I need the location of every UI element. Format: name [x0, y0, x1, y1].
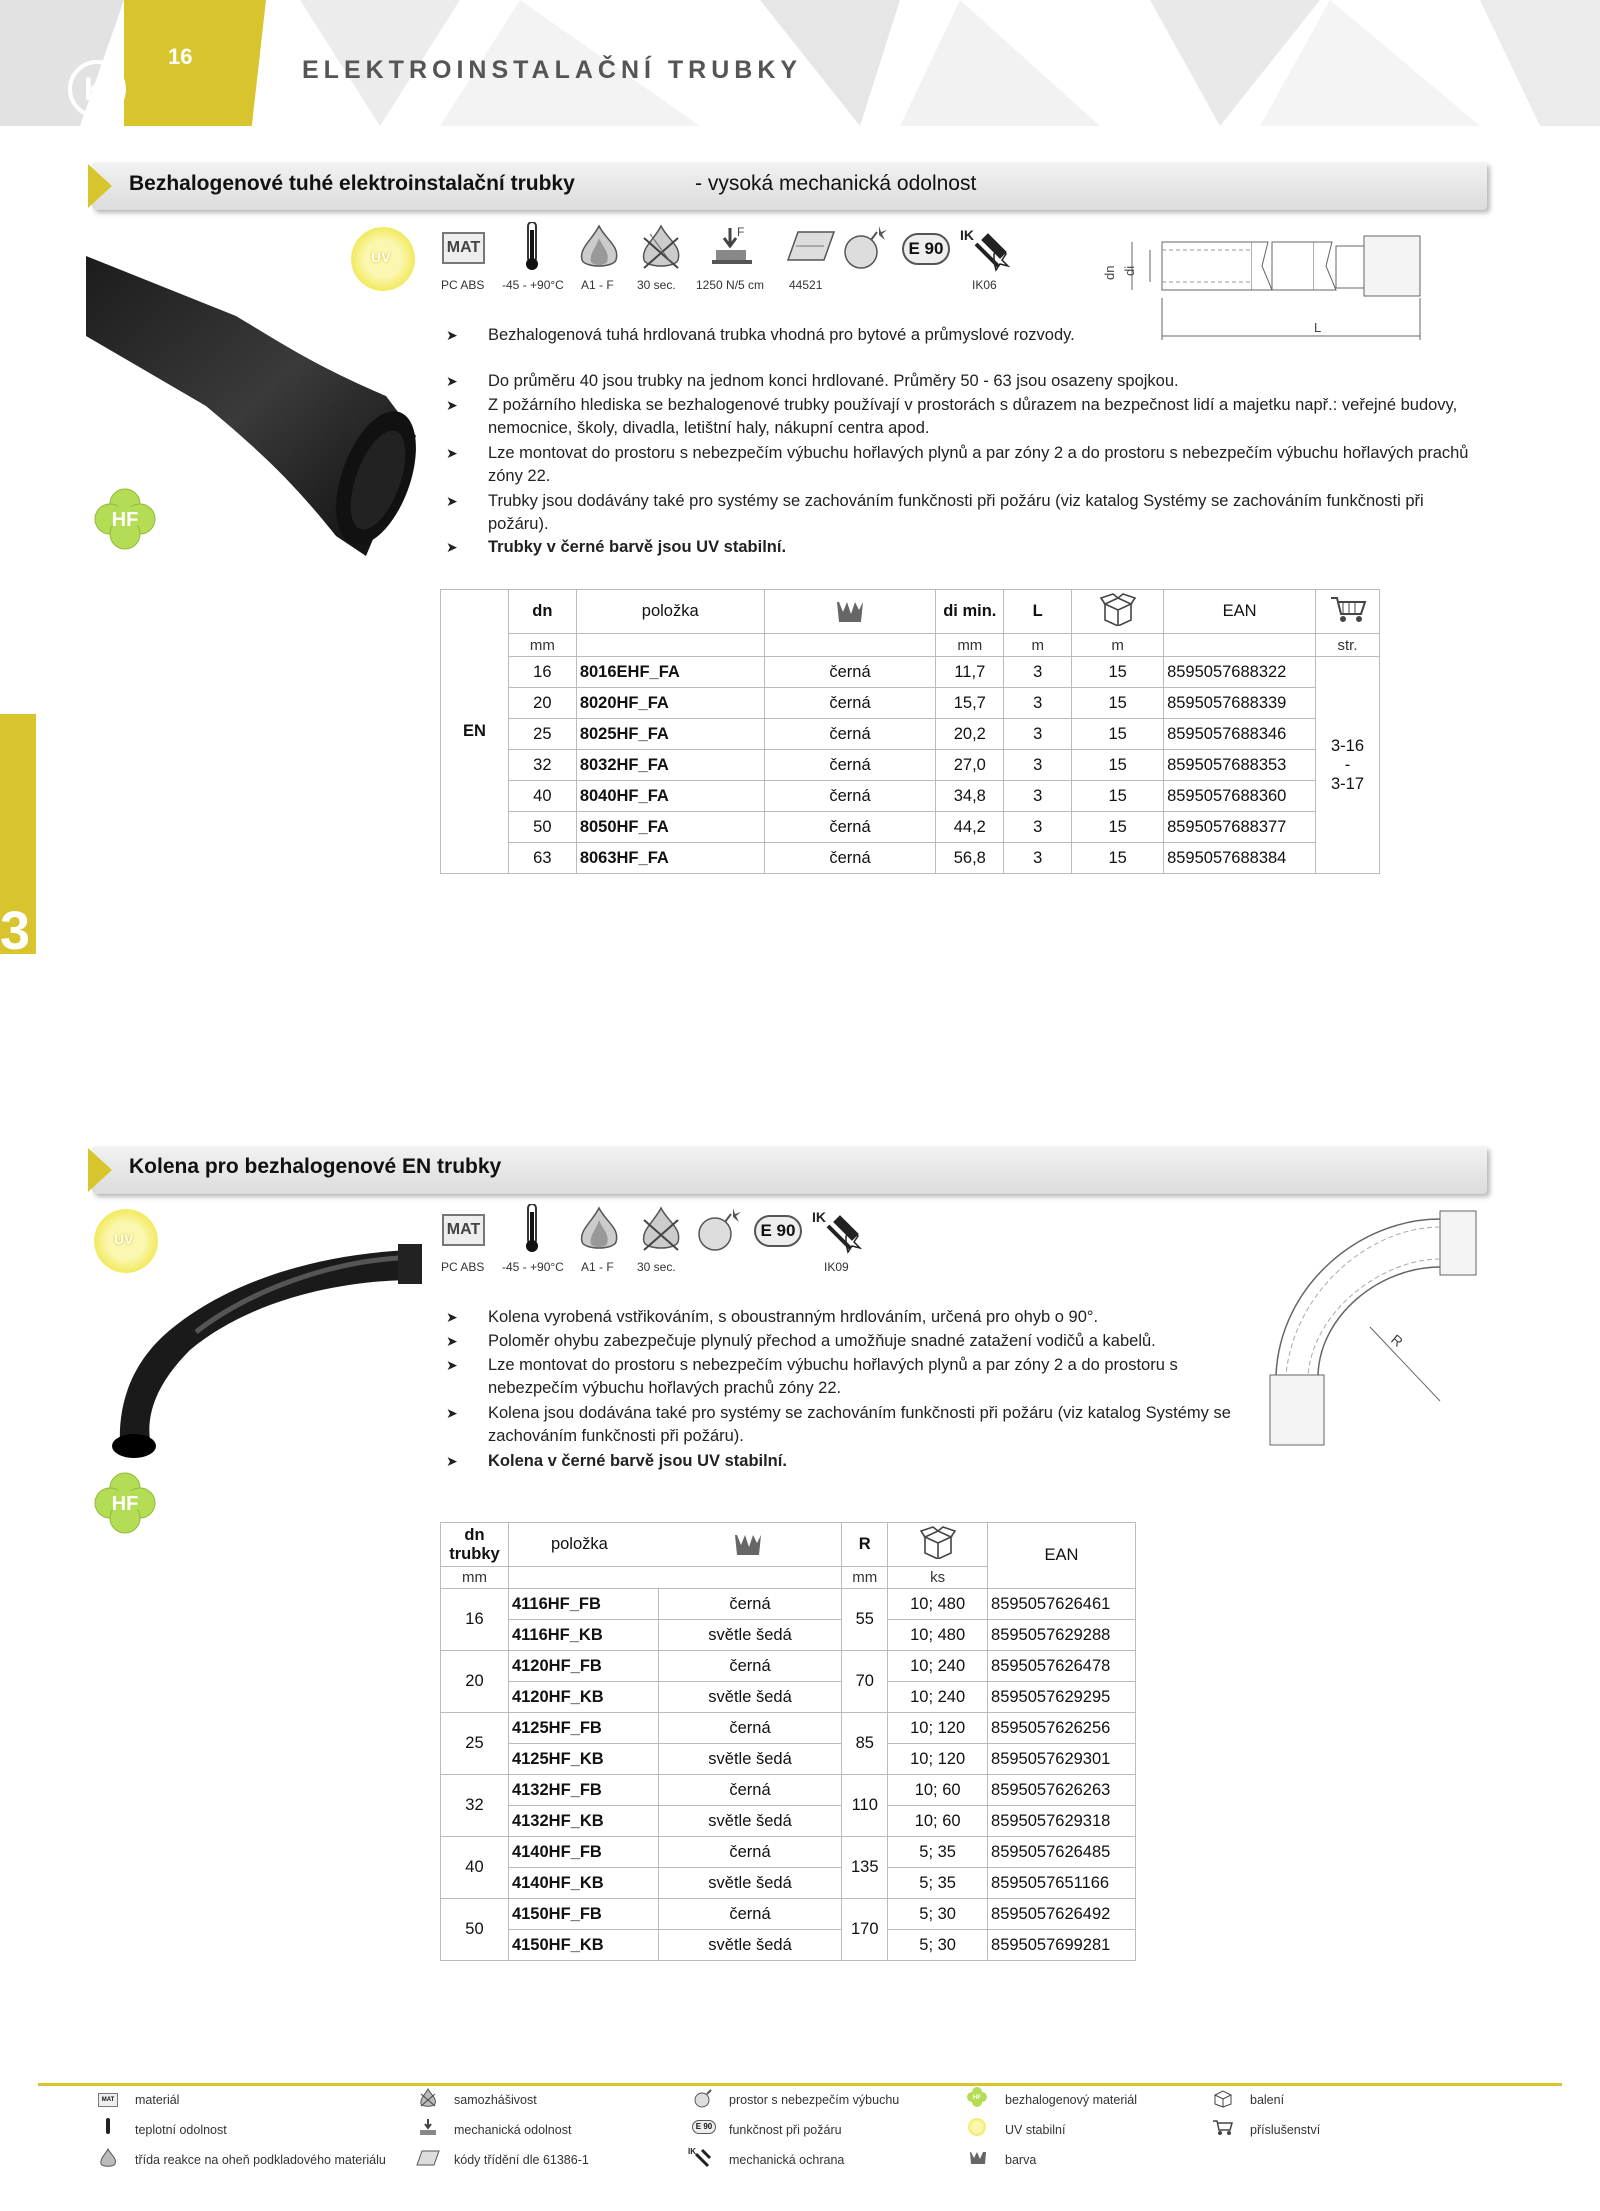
- page-number: 16: [168, 44, 193, 69]
- header-ean-2: EAN: [988, 1523, 1136, 1589]
- section1-title: Bezhalogenové tuhé elektroinstalační trubky: [129, 172, 575, 195]
- table-row: 25 8025HF_FA černá 20,2 3 15 8595057688346: [441, 719, 1380, 750]
- section2-title: Kolena pro bezhalogenové EN trubky: [129, 1155, 502, 1178]
- unit-pack-2: ks: [888, 1567, 988, 1589]
- svg-text:IK: IK: [688, 2147, 696, 2156]
- section1-bullet-2: ➤ Do průměru 40 jsou trubky na jednom konci hrdlované. Průměry 50 - 63 jsou osazeny spojkou.: [446, 372, 1179, 390]
- bend-elbow-image: [110, 1240, 430, 1470]
- section2-bullet-4: ➤ Kolena jsou dodávána také pro systémy se zachováním funkčnosti při požáru (viz katalog Systémy se zachováním funkčnosti při požáru).: [446, 1404, 1231, 1445]
- svg-text:L: L: [1314, 320, 1322, 335]
- legend-fire-function: funkčnost při požáru: [729, 2123, 842, 2137]
- ik-value-2: IK09: [824, 1260, 849, 1274]
- explosion-hazard-icon-2: [695, 1204, 741, 1252]
- classification-code-icon: [786, 230, 836, 264]
- svg-text:R: R: [1388, 1331, 1407, 1350]
- page-number-tab: [124, 0, 266, 126]
- section2-bullet-5: ➤ Kolena v černé barvě jsou UV stabilní.: [446, 1452, 787, 1470]
- table-row: 16 8016EHF_FA černá 11,7 3 15 8595057688322 3-16 - 3-17: [441, 657, 1380, 688]
- row-group-label: EN: [441, 590, 509, 874]
- table-row: 40 8040HF_FA černá 34,8 3 15 8595057688360: [441, 781, 1380, 812]
- box-package-icon: [1099, 592, 1137, 626]
- ik-value: IK06: [972, 278, 997, 292]
- table-row: 4120HF_KB světle šedá 10; 240 8595057629295: [441, 1682, 1136, 1713]
- table-row: 50 4150HF_FB černá 170 5; 30 8595057626492: [441, 1899, 1136, 1930]
- legend-classification-icon: [416, 2150, 440, 2166]
- legend-self-extinguishing: samozhášivost: [454, 2093, 537, 2107]
- reaction-class-value-2: A1 - F: [581, 1260, 614, 1274]
- section2-bullet-3: ➤ Lze montovat do prostoru s nebezpečím výbuchu hořlavých plynů a par zóny 2 a do prostoru s nebezpečím výbuchu hořlavých prachů zóny 22.: [446, 1356, 1178, 1397]
- section2-bullet-2: ➤ Poloměr ohybu zabezpečuje plynulý přechod a umožňuje snadné zatažení vodičů a kabelů.: [446, 1332, 1156, 1350]
- header-color-icon: [764, 590, 936, 634]
- svg-text:IK: IK: [812, 1209, 826, 1225]
- table-row: 32 4132HF_FB černá 110 10; 60 8595057626263: [441, 1775, 1136, 1806]
- header-item-2: položka: [508, 1523, 841, 1567]
- legend-explosion-icon: [693, 2088, 713, 2108]
- table-row: 50 8050HF_FA černá 44,2 3 15 8595057688377: [441, 812, 1380, 843]
- material-value-2: PC ABS: [441, 1260, 485, 1274]
- legend-self-extinguishing-icon: [418, 2088, 438, 2108]
- self-extinguishing-value-2: 30 sec.: [637, 1260, 676, 1274]
- table-row: 4140HF_KB světle šedá 5; 35 8595057651166: [441, 1868, 1136, 1899]
- table-row: 20 4120HF_FB černá 70 10; 240 8595057626478: [441, 1651, 1136, 1682]
- legend-explosion-hazard: prostor s nebezpečím výbuchu: [729, 2093, 900, 2107]
- legend-mechanical-resistance: mechanická odolnost: [454, 2123, 572, 2137]
- mechanical-protection-ik-icon-2: [812, 1208, 862, 1254]
- self-extinguishing-icon-2: [638, 1206, 684, 1252]
- legend-material-icon: MAT: [98, 2093, 118, 2107]
- reaction-class-value: A1 - F: [581, 278, 614, 292]
- company-logo: [68, 60, 126, 118]
- mechanical-protection-ik-icon: [960, 226, 1010, 272]
- material-icon: MAT: [442, 232, 485, 264]
- svg-text:di: di: [1122, 265, 1137, 276]
- table-row: 4132HF_KB světle šedá 10; 60 8595057629318: [441, 1806, 1136, 1837]
- legend-e90-icon: E 90: [692, 2120, 716, 2134]
- section2-bullet-1: ➤ Kolena vyrobená vstřikováním, s oboustranným hrdlováním, určená pro ohyb o 90°.: [446, 1308, 1099, 1326]
- unit-dn-2: mm: [441, 1567, 509, 1589]
- legend-halogen-free: bezhalogenový materiál: [1005, 2093, 1138, 2107]
- cart-accessory-icon: [1329, 594, 1367, 624]
- header-pack-icon-2: [888, 1523, 988, 1567]
- legend-cart-icon: [1212, 2118, 1234, 2136]
- legend-material: materiál: [135, 2093, 180, 2107]
- header-item: položka: [576, 590, 764, 634]
- table-row: 16 4116HF_FB černá 55 10; 480 8595057626461: [441, 1589, 1136, 1620]
- bends-table: [440, 1522, 1136, 1961]
- legend-color: barva: [1005, 2153, 1037, 2167]
- hf-clover-badge-2: [92, 1470, 158, 1536]
- svg-text:HF: HF: [973, 2095, 981, 2101]
- svg-text:HF: HF: [111, 1493, 139, 1515]
- uv-stable-badge-2: UV: [94, 1209, 158, 1273]
- section1-subtitle: - vysoká mechanická odolnost: [695, 172, 977, 195]
- legend-divider: [38, 2083, 1562, 2086]
- legend-classification-codes: kódy třídění dle 61386-1: [454, 2153, 589, 2167]
- hf-clover-badge: [92, 486, 158, 552]
- table-row: 4116HF_KB světle šedá 10; 480 8595057629288: [441, 1620, 1136, 1651]
- rigid-tubes-table: [440, 589, 1380, 874]
- tube-dimension-diagram: [1096, 228, 1490, 346]
- section1-bullet-4: ➤ Lze montovat do prostoru s nebezpečím výbuchu hořlavých plynů a par zóny 2 a do prostoru s nebezpečím výbuchu hořlavých prachů zóny 22.: [446, 444, 1469, 485]
- legend-flame-icon: [98, 2148, 118, 2168]
- header-dn: dn: [508, 590, 576, 634]
- table-row: 63 8063HF_FA černá 56,8 3 15 8595057688384: [441, 843, 1380, 874]
- section1-bullet-5: ➤ Trubky jsou dodávány také pro systémy se zachováním funkčnosti při požáru (viz katalog Systémy se zachováním funkčnosti při požáru).: [446, 492, 1424, 533]
- temperature-value-2: -45 - +90°C: [502, 1260, 564, 1274]
- fire-function-e90-icon: E 90: [902, 233, 950, 265]
- unit-L: m: [1004, 634, 1072, 657]
- svg-text:dn: dn: [1102, 265, 1117, 280]
- table-row: 40 4140HF_FB černá 135 5; 35 8595057626485: [441, 1837, 1136, 1868]
- thermometer-icon-2: [524, 1204, 540, 1254]
- section1-bullet-1: ➤ Bezhalogenová tuhá hrdlovaná trubka vhodná pro bytové a průmyslové rozvody.: [446, 326, 1075, 344]
- table-row: 4125HF_KB světle šedá 10; 120 8595057629301: [441, 1744, 1136, 1775]
- svg-text:IK: IK: [960, 227, 974, 243]
- page-reference: 3-16 - 3-17: [1316, 657, 1380, 874]
- table-row: 4150HF_KB světle šedá 5; 30 8595057699281: [441, 1930, 1136, 1961]
- unit-str: str.: [1316, 634, 1380, 657]
- material-icon-2: MAT: [442, 1214, 485, 1246]
- self-extinguishing-value: 30 sec.: [637, 278, 676, 292]
- section2-heading-arrow: [88, 1148, 112, 1192]
- table-row: 25 4125HF_FB černá 85 10; 120 8595057626256: [441, 1713, 1136, 1744]
- chapter-number: 3: [0, 901, 31, 961]
- self-extinguishing-icon: [638, 224, 684, 270]
- header-ean: EAN: [1164, 590, 1316, 634]
- legend-temperature: teplotní odolnost: [135, 2123, 227, 2137]
- paint-bucket-icon: [833, 594, 867, 624]
- box-package-icon-2: [919, 1525, 957, 1559]
- legend-packaging: balení: [1250, 2093, 1285, 2107]
- legend-ik-icon: [688, 2146, 716, 2168]
- legend-uv-icon: [968, 2118, 986, 2136]
- header-accessory-icon: [1316, 590, 1380, 634]
- classification-code-value: 44521: [789, 278, 823, 292]
- header-dn-tube: dn trubky: [441, 1523, 509, 1567]
- legend-mechanical-protection: mechanická ochrana: [729, 2153, 845, 2167]
- header-pack-icon: [1072, 590, 1164, 634]
- section1-bullet-6: ➤ Trubky v černé barvě jsou UV stabilní.: [446, 538, 787, 556]
- legend-box-icon: [1212, 2088, 1234, 2108]
- section1-bullet-3: ➤ Z požárního hlediska se bezhalogenové trubky používají v prostorách s důrazem na bezpečnost lidí a majetku např.: veřejné budovy, nemocnice, školy, divadla, letištní haly, nákupní centra apod.: [446, 396, 1458, 437]
- unit-di: mm: [936, 634, 1004, 657]
- svg-text:HF: HF: [111, 509, 139, 531]
- thermometer-icon: [524, 222, 540, 272]
- flame-icon-2: [576, 1206, 622, 1252]
- unit-R: mm: [842, 1567, 888, 1589]
- legend-uv-stable: UV stabilní: [1005, 2123, 1066, 2137]
- header-L: L: [1004, 590, 1072, 634]
- explosion-hazard-icon: [841, 222, 887, 270]
- unit-dn: mm: [508, 634, 576, 657]
- fire-function-e90-icon-2: E 90: [754, 1215, 802, 1247]
- temperature-value: -45 - +90°C: [502, 278, 564, 292]
- mechanical-resistance-icon: [712, 224, 756, 266]
- table-row: 20 8020HF_FA černá 15,7 3 15 8595057688339: [441, 688, 1380, 719]
- flame-icon: [576, 224, 622, 270]
- legend-paint-icon: [968, 2148, 988, 2166]
- svg-text:F: F: [737, 225, 745, 239]
- material-value: PC ABS: [441, 278, 485, 292]
- section1-heading-arrow: [88, 164, 112, 208]
- mechanical-force-value: 1250 N/5 cm: [696, 278, 765, 292]
- paint-bucket-icon-2: [731, 1527, 765, 1557]
- table-row: 32 8032HF_FA černá 27,0 3 15 8595057688353: [441, 750, 1380, 781]
- legend-hf-icon: [966, 2086, 988, 2108]
- logo-letter: K: [84, 71, 108, 107]
- unit-pack: m: [1072, 634, 1164, 657]
- header-R: R: [842, 1523, 888, 1567]
- page-title: ELEKTROINSTALAČNÍ TRUBKY: [302, 56, 803, 84]
- uv-stable-badge: UV: [351, 227, 415, 291]
- legend-accessories: příslušenství: [1250, 2123, 1321, 2137]
- header-di: di min.: [936, 590, 1004, 634]
- legend-reaction-class: třída reakce na oheň podkladového materiálu: [135, 2153, 386, 2167]
- legend-mechanical-resistance-icon: [418, 2118, 438, 2138]
- legend-thermometer-icon: [106, 2118, 110, 2134]
